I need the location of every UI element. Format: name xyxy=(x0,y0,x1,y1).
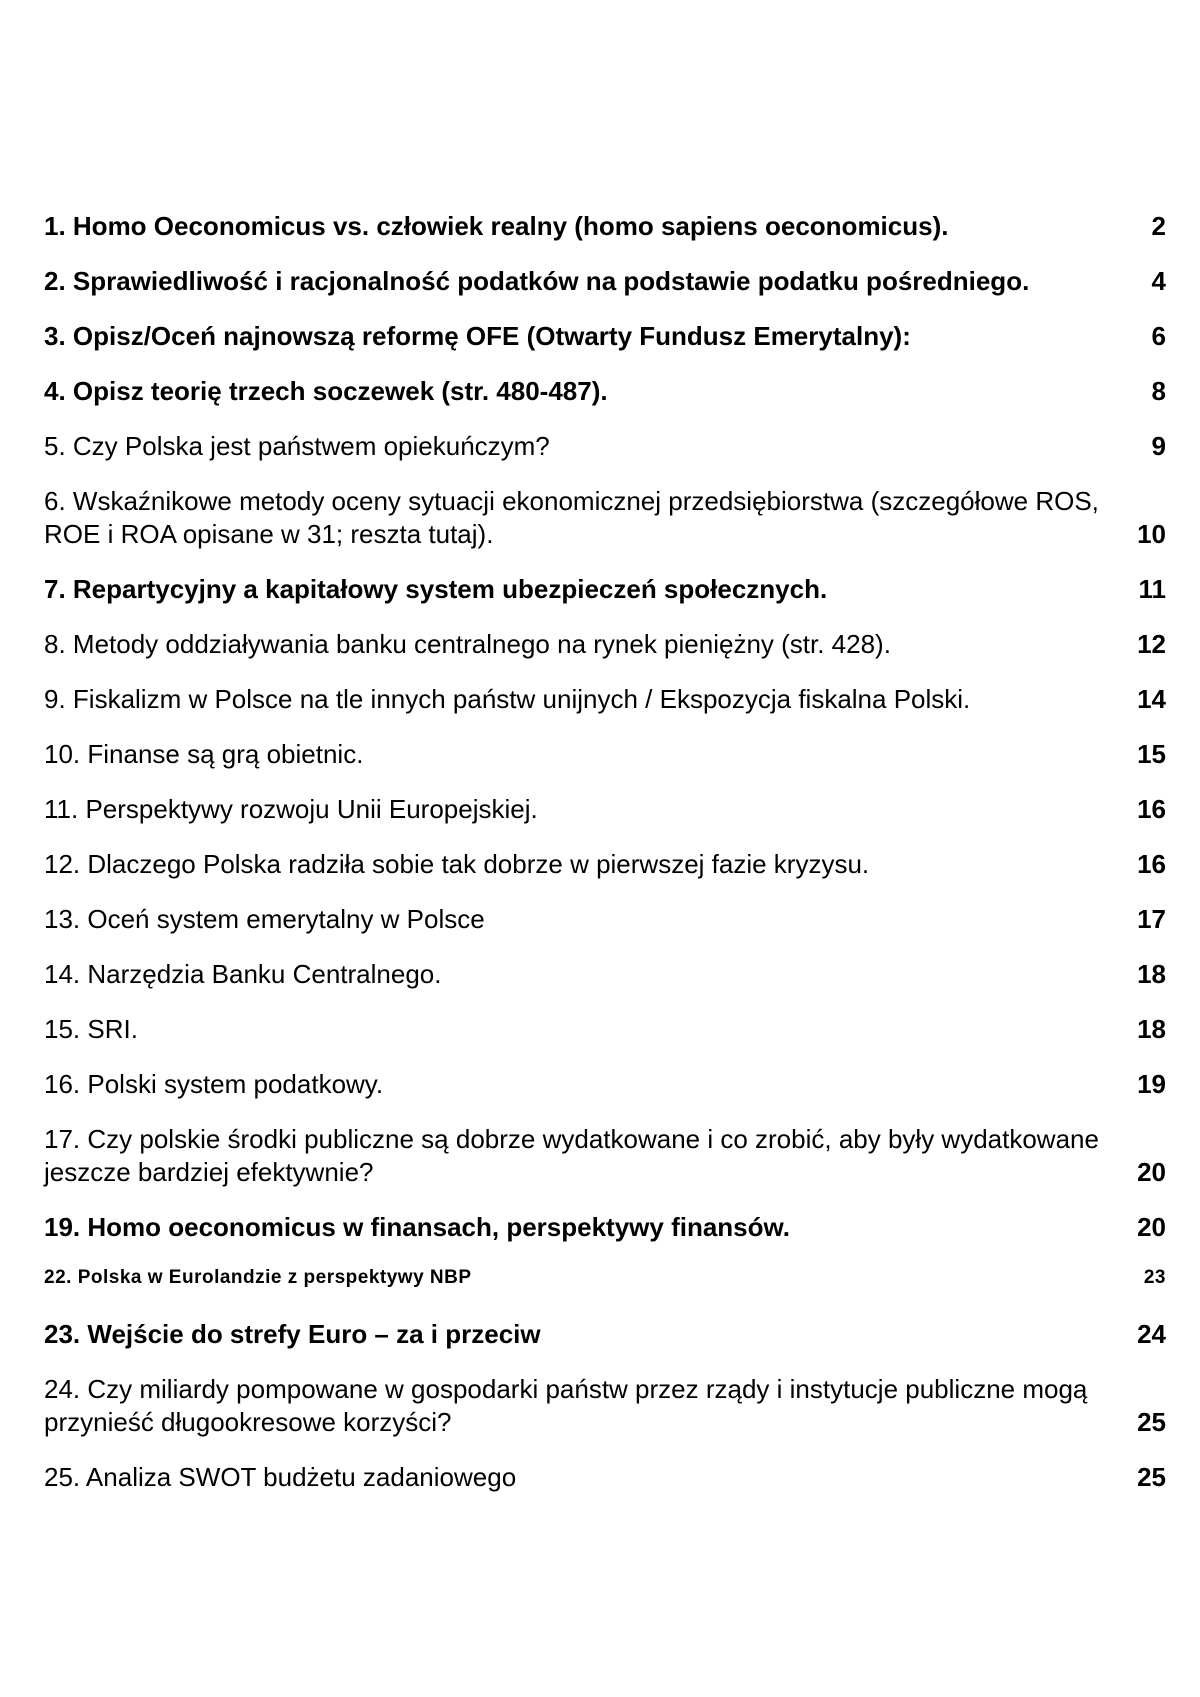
toc-entry-title: 7. Repartycyjny a kapitałowy system ubezpieczeń społecznych. xyxy=(44,574,828,604)
toc-entry[interactable] xyxy=(44,1461,1166,1494)
toc-entry[interactable] xyxy=(44,683,1166,716)
toc-entry-title: 5. Czy Polska jest państwem opiekuńczym? xyxy=(44,431,550,461)
toc-entry-page: 14 xyxy=(1137,684,1166,714)
toc-entry[interactable] xyxy=(44,1123,1166,1189)
toc-entry-title: 8. Metody oddziaływania banku centralnego na rynek pieniężny (str. 428). xyxy=(44,629,891,659)
toc-entry-page: 19 xyxy=(1137,1069,1166,1099)
toc-entry-page: 18 xyxy=(1137,1014,1166,1044)
toc-entry-page: 15 xyxy=(1137,739,1166,769)
toc-entry-page: 16 xyxy=(1137,849,1166,879)
toc-entry[interactable] xyxy=(44,573,1166,606)
toc-entry[interactable] xyxy=(44,265,1166,298)
toc-entry-page: 6 xyxy=(1151,321,1166,351)
toc-entry-title: 16. Polski system podatkowy. xyxy=(44,1069,384,1099)
toc-entry[interactable] xyxy=(44,210,1166,243)
toc-entry[interactable] xyxy=(44,958,1166,991)
toc-entry[interactable] xyxy=(44,320,1166,353)
toc-entry[interactable] xyxy=(44,375,1166,408)
toc-entry-page: 20 xyxy=(1137,1212,1166,1242)
toc-entry-title: 4. Opisz teorię trzech soczewek (str. 480-487). xyxy=(44,376,608,406)
toc-entry-page: 18 xyxy=(1137,959,1166,989)
toc-entry[interactable] xyxy=(44,738,1166,771)
toc-entry[interactable] xyxy=(44,430,1166,463)
toc-entry-title: 22. Polska w Eurolandzie z perspektywy NBP xyxy=(44,1267,472,1288)
toc-entry-title: 3. Opisz/Oceń najnowszą reformę OFE (Otwarty Fundusz Emerytalny): xyxy=(44,321,911,351)
toc-entry[interactable] xyxy=(44,485,1166,551)
toc-entry-page: 12 xyxy=(1137,629,1166,659)
toc-entry-title: 2. Sprawiedliwość i racjonalność podatków na podstawie podatku pośredniego. xyxy=(44,266,1030,296)
toc-entry[interactable] xyxy=(44,628,1166,661)
toc-entry-page: 2 xyxy=(1151,211,1166,241)
toc-entry[interactable] xyxy=(44,793,1166,826)
toc-entry-title: 14. Narzędzia Banku Centralnego. xyxy=(44,959,442,989)
toc-entry[interactable] xyxy=(44,1013,1166,1046)
toc-entry[interactable] xyxy=(44,1068,1166,1101)
toc-entry-title: 11. Perspektywy rozwoju Unii Europejskiej. xyxy=(44,794,538,824)
toc-entry[interactable] xyxy=(44,1373,1166,1439)
toc-entry-page: 10 xyxy=(1137,519,1166,549)
toc-entry[interactable] xyxy=(44,1211,1166,1244)
toc-entry-title: 10. Finanse są grą obietnic. xyxy=(44,739,364,769)
toc-entry[interactable] xyxy=(44,1318,1166,1351)
toc-entry[interactable] xyxy=(44,848,1166,881)
toc-entry-title: 23. Wejście do strefy Euro – za i przeciw xyxy=(44,1319,541,1349)
toc-entry-title: 6. Wskaźnikowe metody oceny sytuacji ekonomicznej przedsiębiorstwa (szczegółowe ROS, ROE i ROA opisane w 31; reszta tutaj). xyxy=(44,486,1099,549)
toc-entry-title: 17. Czy polskie środki publiczne są dobrze wydatkowane i co zrobić, aby były wydatkowane jeszcze bardziej efektywnie? xyxy=(44,1124,1099,1187)
toc-entry-page: 11 xyxy=(1138,574,1166,604)
toc-entry[interactable] xyxy=(44,903,1166,936)
toc-entry-title: 24. Czy miliardy pompowane w gospodarki państw przez rządy i instytucje publiczne mogą przynieść długookresowe korzyści? xyxy=(44,1374,1088,1437)
table-of-contents xyxy=(44,210,1166,1516)
toc-entry-page: 23 xyxy=(1143,1267,1166,1288)
toc-entry-title: 13. Oceń system emerytalny w Polsce xyxy=(44,904,485,934)
toc-entry-title: 9. Fiskalizm w Polsce na tle innych państw unijnych / Ekspozycja fiskalna Polski. xyxy=(44,684,971,714)
toc-entry-page: 25 xyxy=(1137,1407,1166,1437)
toc-entry-title: 25. Analiza SWOT budżetu zadaniowego xyxy=(44,1462,517,1492)
toc-entry-page: 4 xyxy=(1151,266,1166,296)
toc-entry-page: 20 xyxy=(1137,1157,1166,1187)
toc-entry-title: 19. Homo oeconomicus w finansach, perspektywy finansów. xyxy=(44,1212,791,1242)
toc-entry-page: 8 xyxy=(1151,376,1166,406)
toc-entry-page: 24 xyxy=(1137,1319,1166,1349)
toc-entry[interactable] xyxy=(44,1266,1166,1290)
toc-entry-page: 9 xyxy=(1151,431,1166,461)
toc-entry-page: 16 xyxy=(1137,794,1166,824)
toc-entry-page: 17 xyxy=(1137,904,1166,934)
toc-entry-title: 1. Homo Oeconomicus vs. człowiek realny (homo sapiens oeconomicus). xyxy=(44,211,949,241)
toc-entry-title: 15. SRI. xyxy=(44,1014,138,1044)
toc-entry-title: 12. Dlaczego Polska radziła sobie tak dobrze w pierwszej fazie kryzysu. xyxy=(44,849,870,879)
toc-entry-page: 25 xyxy=(1137,1462,1166,1492)
